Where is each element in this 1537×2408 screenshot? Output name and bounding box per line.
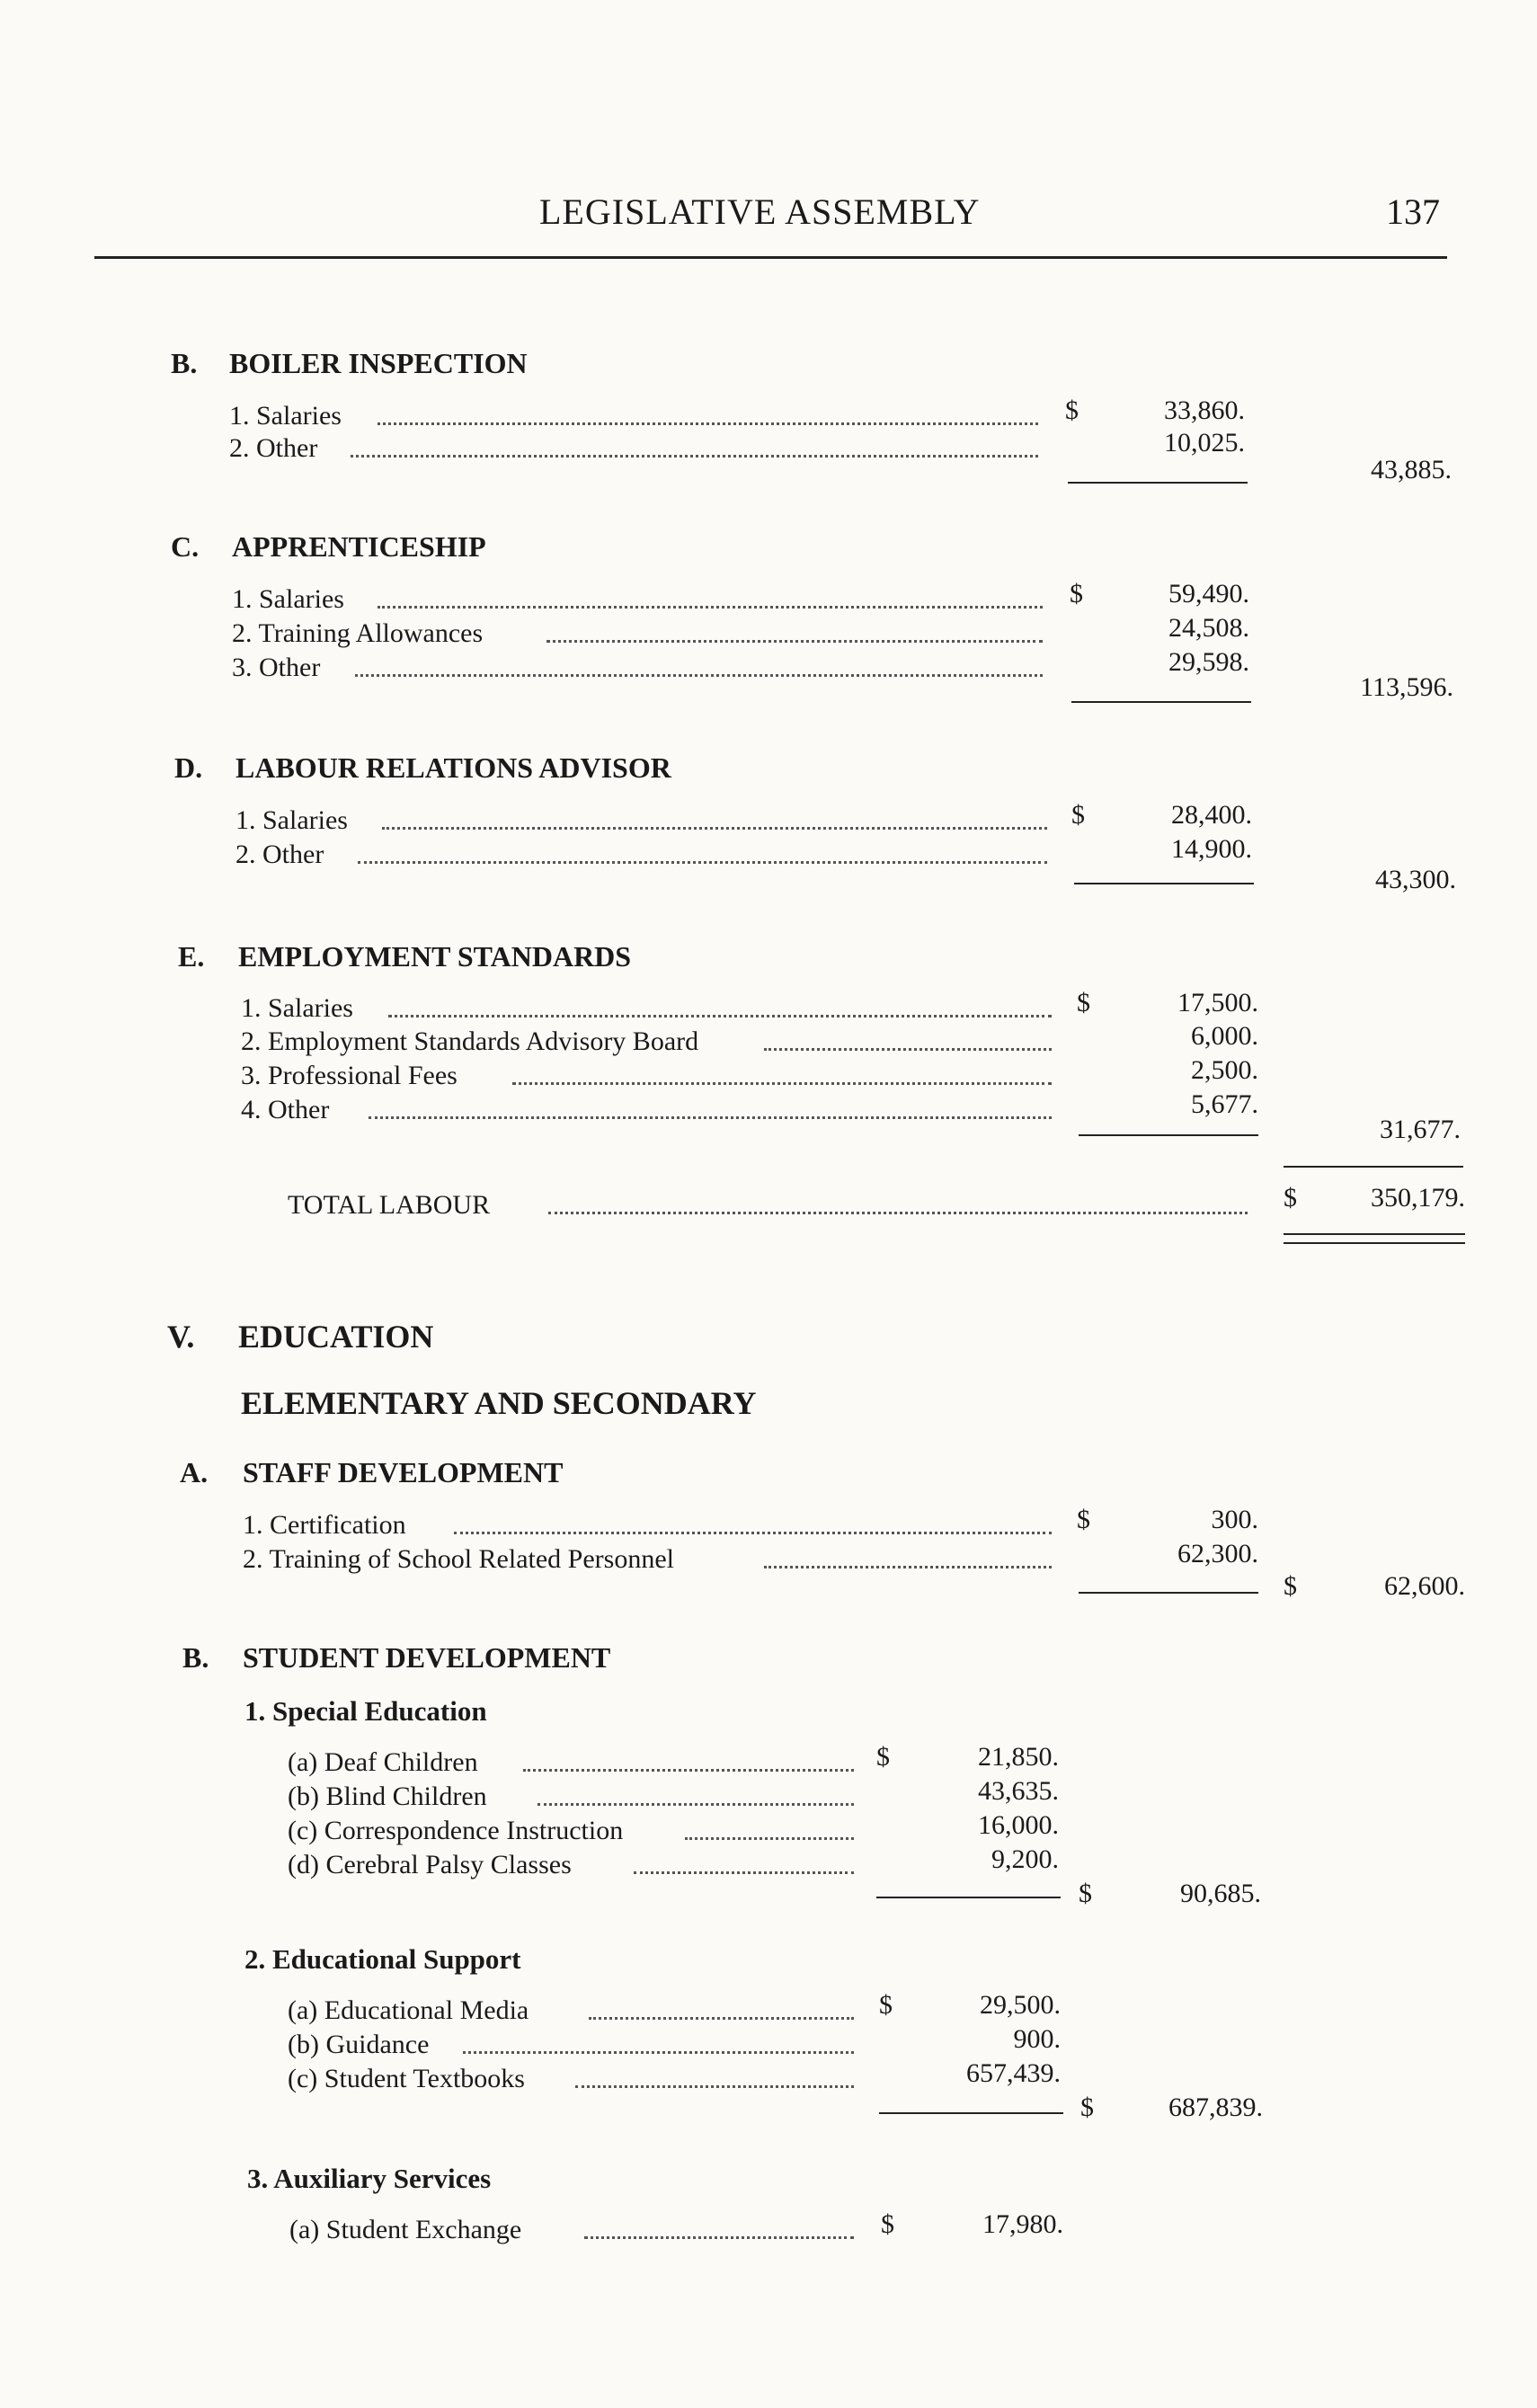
line-item-amount: 21,850.: [978, 1742, 1059, 1772]
page-title: LEGISLATIVE ASSEMBLY: [539, 191, 981, 232]
group-total: 90,685.: [1180, 1879, 1261, 1908]
line-item-amount: 62,300.: [1177, 1539, 1258, 1568]
currency-sign: $: [1077, 988, 1090, 1017]
line-item-label: 3. Professional Fees: [241, 1061, 458, 1090]
dot-leader: [378, 606, 1043, 609]
section-total: 43,885.: [1371, 455, 1452, 484]
line-item-amount: 17,980.: [982, 2209, 1063, 2239]
total-labour-label: TOTAL LABOUR: [288, 1190, 491, 1220]
double-rule-top: [1284, 1233, 1465, 1235]
currency-sign: $: [1070, 579, 1083, 609]
dot-leader: [358, 861, 1047, 864]
dot-leader: [764, 1566, 1052, 1568]
line-item-amount: 28,400.: [1171, 800, 1252, 830]
dot-leader: [764, 1048, 1052, 1051]
dot-leader: [523, 1769, 854, 1772]
line-item-amount: 59,490.: [1168, 579, 1249, 609]
group-title: 1. Special Education: [244, 1695, 487, 1727]
line-item-label: (c) Student Textbooks: [288, 2064, 525, 2093]
line-item-label: (c) Correspondence Instruction: [288, 1816, 624, 1845]
section-title: EMPLOYMENT STANDARDS: [238, 940, 632, 973]
line-item-label: 2. Training Allowances: [232, 618, 484, 648]
line-item-label: 1. Salaries: [232, 584, 344, 614]
line-item-amount: 900.: [1013, 2024, 1061, 2054]
dot-leader: [512, 1082, 1052, 1085]
currency-sign: $: [1065, 395, 1079, 425]
dot-leader: [463, 2051, 854, 2054]
dot-leader: [685, 1837, 854, 1840]
line-item-label: (a) Student Exchange: [289, 2215, 522, 2244]
section-title: STUDENT DEVELOPMENT: [243, 1641, 611, 1674]
line-item-label: 2. Other: [229, 433, 318, 463]
subtotal-rule: [1074, 883, 1254, 884]
section-title: STAFF DEVELOPMENT: [243, 1456, 564, 1488]
dot-leader: [538, 1803, 854, 1806]
total-rule: [1284, 1166, 1463, 1168]
line-item-amount: 657,439.: [966, 2058, 1061, 2088]
line-item-amount: 14,900.: [1171, 834, 1252, 864]
section-letter: A.: [180, 1456, 209, 1488]
dot-leader: [351, 455, 1038, 458]
group-title: 2. Educational Support: [244, 1943, 521, 1975]
line-item-amount: 6,000.: [1191, 1021, 1258, 1051]
section-title: BOILER INSPECTION: [229, 347, 528, 379]
dot-leader: [548, 1212, 1248, 1214]
line-item-amount: 33,860.: [1164, 395, 1245, 425]
dot-leader: [546, 640, 1043, 643]
dot-leader: [378, 422, 1038, 425]
line-item-amount: 5,677.: [1191, 1089, 1258, 1119]
line-item-amount: 16,000.: [978, 1810, 1059, 1840]
currency-sign: $: [1284, 1183, 1297, 1213]
dot-leader: [369, 1116, 1052, 1119]
section-title: LABOUR RELATIONS ADVISOR: [235, 751, 671, 784]
part-numeral: V.: [167, 1319, 195, 1355]
line-item-label: 4. Other: [241, 1095, 330, 1124]
line-item-amount: 43,635.: [978, 1776, 1059, 1806]
currency-sign: $: [1079, 1879, 1092, 1908]
dot-leader: [388, 1015, 1052, 1017]
double-rule-bottom: [1284, 1242, 1465, 1244]
dot-leader: [589, 2017, 854, 2020]
line-item-label: 1. Salaries: [241, 993, 353, 1023]
dot-leader: [355, 674, 1043, 677]
line-item-label: 1. Certification: [243, 1510, 406, 1540]
section-letter: E.: [178, 940, 205, 973]
line-item-label: 1. Salaries: [229, 401, 342, 431]
line-item-label: 1. Salaries: [235, 805, 348, 835]
line-item-label: (b) Guidance: [288, 2030, 430, 2059]
subtotal-rule: [879, 2112, 1063, 2114]
subtotal-rule: [1079, 1134, 1258, 1136]
line-item-label: (b) Blind Children: [288, 1782, 487, 1811]
section-letter: B.: [182, 1641, 209, 1674]
line-item-amount: 17,500.: [1177, 988, 1258, 1017]
section-total: 31,677.: [1380, 1115, 1461, 1144]
currency-sign: $: [1080, 2093, 1094, 2122]
part-subtitle: ELEMENTARY AND SECONDARY: [241, 1385, 757, 1421]
line-item-label: 2. Employment Standards Advisory Board: [241, 1026, 699, 1056]
part-title: EDUCATION: [238, 1319, 434, 1355]
dot-leader: [634, 1871, 854, 1874]
line-item-label: 2. Other: [235, 840, 324, 869]
line-item-label: 2. Training of School Related Personnel: [243, 1544, 674, 1574]
header-rule: [94, 256, 1447, 259]
currency-sign: $: [1284, 1571, 1297, 1601]
currency-sign: $: [879, 1990, 893, 2020]
currency-sign: $: [876, 1742, 890, 1772]
dot-leader: [584, 2236, 854, 2239]
section-total: 43,300.: [1375, 865, 1456, 894]
subtotal-rule: [1068, 482, 1248, 484]
section-title: APPRENTICESHIP: [232, 530, 486, 563]
section-letter: C.: [171, 530, 200, 563]
section-total: 62,600.: [1384, 1571, 1465, 1601]
line-item-amount: 2,500.: [1191, 1055, 1258, 1085]
dot-leader: [575, 2085, 854, 2088]
total-labour-amount: 350,179.: [1371, 1183, 1465, 1213]
line-item-amount: 10,025.: [1164, 428, 1245, 458]
line-item-label: (d) Cerebral Palsy Classes: [288, 1850, 572, 1879]
line-item-amount: 300.: [1211, 1505, 1258, 1534]
line-item-amount: 24,508.: [1168, 613, 1249, 643]
line-item-amount: 29,500.: [980, 1990, 1061, 2020]
page-number: 137: [1386, 191, 1440, 232]
dot-leader: [454, 1532, 1052, 1534]
line-item-amount: 29,598.: [1168, 647, 1249, 677]
line-item-label: (a) Deaf Children: [288, 1747, 478, 1777]
section-letter: B.: [171, 347, 198, 379]
dot-leader: [382, 827, 1047, 830]
line-item-amount: 9,200.: [991, 1844, 1059, 1874]
subtotal-rule: [876, 1897, 1061, 1898]
section-letter: D.: [174, 751, 203, 784]
group-total: 687,839.: [1168, 2093, 1263, 2122]
line-item-label: 3. Other: [232, 653, 321, 682]
subtotal-rule: [1079, 1592, 1258, 1594]
subtotal-rule: [1071, 701, 1251, 703]
group-title: 3. Auxiliary Services: [247, 2163, 492, 2194]
currency-sign: $: [1077, 1505, 1090, 1534]
currency-sign: $: [1071, 800, 1085, 830]
line-item-label: (a) Educational Media: [288, 1995, 529, 2025]
currency-sign: $: [881, 2209, 894, 2239]
section-total: 113,596.: [1360, 672, 1453, 702]
